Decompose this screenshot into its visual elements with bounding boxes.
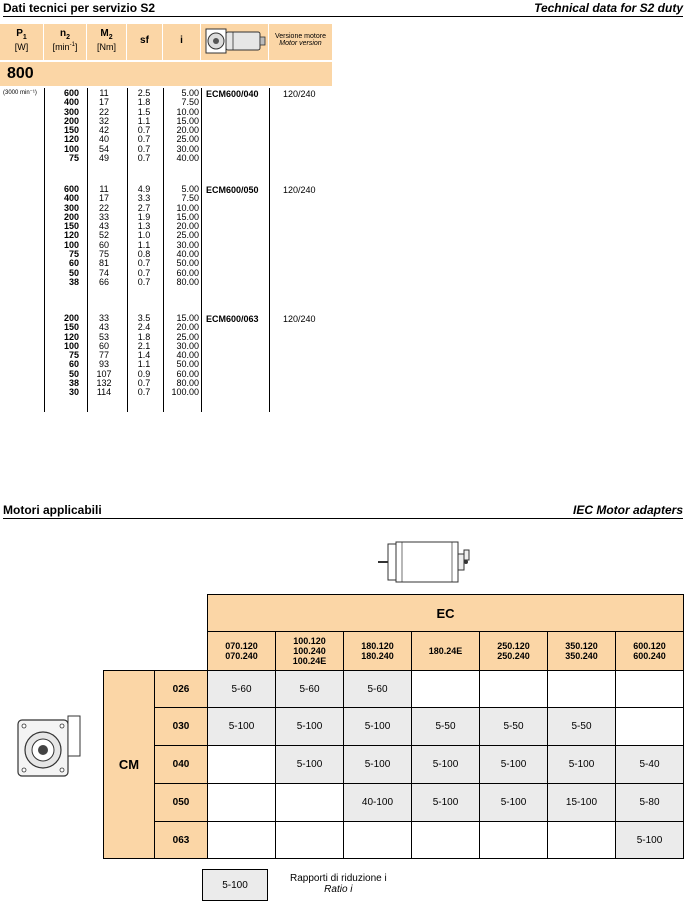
sf-column: 4.9 3.3 2.7 1.9 1.3 1.0 1.1 0.8 0.7 0.7 0.7 [137,184,151,287]
ratio-cell: 5-50 [548,708,616,746]
ratio-cell: 5-60 [276,671,344,708]
sf-column: 2.5 1.8 1.5 1.1 0.7 0.7 0.7 0.7 [137,88,151,164]
ec-column-header: 350.120 350.240 [548,632,616,671]
section-header-technical-data [3,0,683,17]
gearbox-front-icon [14,714,84,782]
column-divider [269,88,270,412]
power-band [0,62,332,86]
ratio-cell: 5-100 [208,708,276,746]
row-size-label: 030 [155,708,208,746]
ratio-cell: 5-40 [616,746,684,784]
header-p1: $P_1$ [W] [0,24,44,60]
ratio-cell: 5-100 [616,822,684,859]
ratio-cell: 5-60 [344,671,412,708]
section-title-it: Dati tecnici per servizio S2 [3,1,156,15]
motor-version: 120/240 [283,185,316,195]
header-sf: sf [127,24,163,60]
header-m2: $M_2$ [Nm] [87,24,127,60]
ratio-cell [616,671,684,708]
ratio-cell [412,822,480,859]
data-table [0,88,332,412]
ratio-cell: 5-100 [480,784,548,822]
motor-version: 120/240 [283,314,316,324]
m2-column: 33 43 53 60 77 93 107 132 114 [96,313,112,398]
motor-model: ECM600/050 [206,185,259,195]
legend-label-en: Ratio i [324,884,353,895]
ratio-cell: 5-100 [412,746,480,784]
ratio-cell: 5-100 [548,746,616,784]
ratio-cell [344,822,412,859]
n2-column: 600 400 300 200 150 120 100 75 60 50 38 [63,184,79,287]
ratio-cell: 5-100 [344,708,412,746]
ratio-cell [616,708,684,746]
n2-column: 200 150 120 100 75 60 50 38 30 [63,313,79,398]
ratio-cell: 5-100 [412,784,480,822]
ec-column-header: 250.120 250.240 [480,632,548,671]
column-divider [201,88,202,412]
ratio-cell [208,746,276,784]
motor-gearbox-icon [201,24,269,60]
ec-column-header: 180.24E [412,632,480,671]
ratio-cell [276,822,344,859]
legend-label-it: Rapporti di riduzione i [290,873,387,884]
legend-sample-box: 5-100 [202,869,268,901]
ratio-cell: 5-50 [480,708,548,746]
motor-model: ECM600/040 [206,89,259,99]
ec-column-header: 100.120 100.240 100.24E [276,632,344,671]
header-version: Versione motore Motor version [275,33,326,47]
m2-column: 11 17 22 33 43 52 60 75 81 74 66 [98,184,109,287]
ec-column-header: 070.120 070.240 [208,632,276,671]
ratio-cell: 5-60 [208,671,276,708]
ratio-cell [208,784,276,822]
ratio-cell [412,671,480,708]
ratio-cell [208,822,276,859]
header-n2: $n_2$ $[\min^{-1}]$ [44,24,87,60]
column-divider [127,88,128,412]
ratio-cell [548,822,616,859]
motor-side-icon [378,538,478,588]
ratio-cell [548,671,616,708]
ratio-cell: 5-80 [616,784,684,822]
table-corner [104,595,208,671]
ec-column-header: 600.120 600.240 [616,632,684,671]
ratio-cell: 40-100 [344,784,412,822]
ratio-cell [480,671,548,708]
header-i: i [163,24,201,60]
section-header-motor-adapters [3,502,683,519]
ratio-cell: 5-100 [276,746,344,784]
power-value: 800 [7,65,34,82]
n2-column: 600 400 300 200 150 120 100 75 [63,88,79,164]
ec-header: EC [208,595,684,632]
ratio-cell [480,822,548,859]
cm-header: CM [104,671,155,859]
column-divider [163,88,164,412]
table-header-row [0,24,332,62]
legend-text [290,873,387,895]
ratio-cell: 5-100 [344,746,412,784]
section-title-it: Motori applicabili [3,503,102,517]
m2-column: 11 17 22 32 42 40 54 49 [98,88,109,164]
ratio-cell: 15-100 [548,784,616,822]
row-size-label: 063 [155,822,208,859]
ratio-column: 15.00 20.00 25.00 30.00 40.00 50.00 60.00 80.00 100.00 [171,313,199,398]
adapter-table [103,594,684,859]
section-title-en: Technical data for S2 duty [534,1,683,15]
ratio-cell: 5-100 [276,708,344,746]
motor-version: 120/240 [283,89,316,99]
motor-model: ECM600/063 [206,314,259,324]
ratio-cell [276,784,344,822]
column-divider [87,88,88,412]
row-size-label: 040 [155,746,208,784]
ratio-cell: 5-50 [412,708,480,746]
sf-column: 3.5 2.4 1.8 2.1 1.4 1.1 0.9 0.7 0.7 [137,313,151,398]
row-size-label: 026 [155,671,208,708]
ratio-column: 5.00 7.50 10.00 15.00 20.00 25.00 30.00 40.00 50.00 60.00 80.00 [176,184,199,287]
column-divider [44,88,45,412]
row-size-label: 050 [155,784,208,822]
ec-column-header: 180.120 180.240 [344,632,412,671]
rpm-note: (3000 min⁻¹) [3,90,37,96]
ratio-column: 5.00 7.50 10.00 15.00 20.00 25.00 30.00 40.00 [176,88,199,164]
section-title-en: IEC Motor adapters [572,503,683,517]
ratio-cell: 5-100 [480,746,548,784]
